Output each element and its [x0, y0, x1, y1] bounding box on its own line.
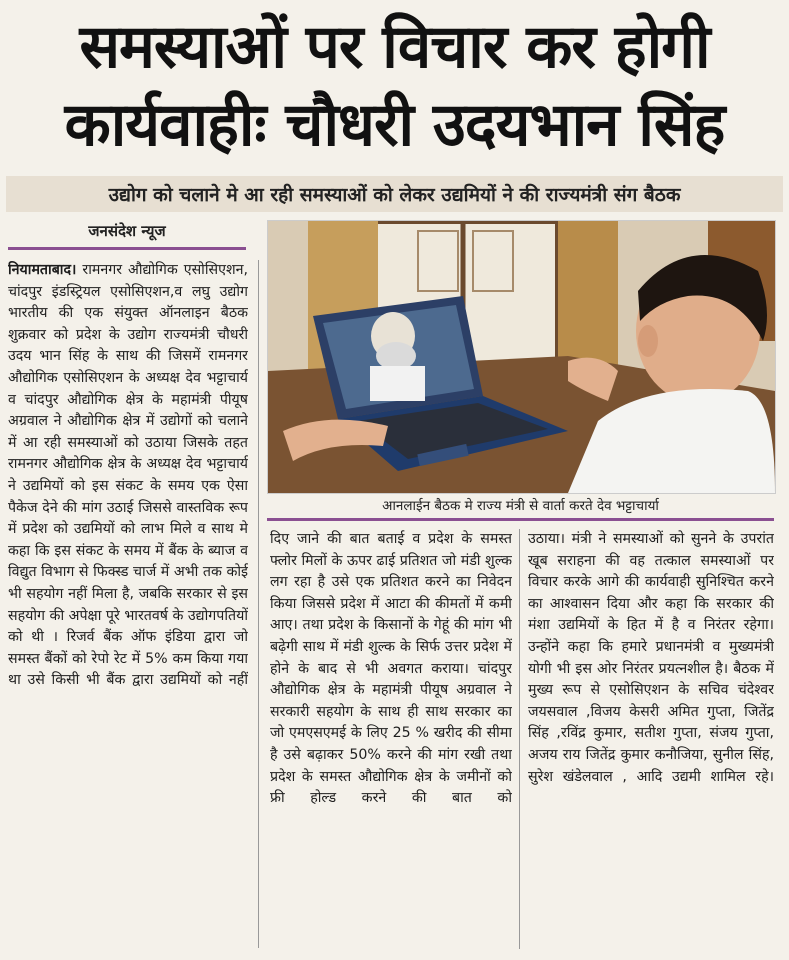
article-column-2-text: दिए जाने की बात बताई व प्रदेश के समस्त फ्लोर मिलों के ऊपर ढाई प्रतिशत जो मंडी शुल्क लग रहा है उसे एक प्रतिशत करने का निवेदन किया जिससे प्रदेश में आटा की कीमतों में कमी आए। तथा प्रदेश के किसानों के गेहूं की मांग भी बढ़ेगी साथ में मंडी शुल्क के सिर्फ उत्तर प्रदेश में होने के बाद से भी अवगत कराया। चांदपुर औद्योगिक क्षेत्र के महामंत्री पीयूष अग्रवाल ने सरकारी सहयोग के साथ ही साथ सरकार का जो एमएसएमई के लिए 25 % खरीद की सीमा है उसे बढ़ाकर 50% करने की मांग रखी तथा प्रदेश के समस्त औद्योगिक क्षेत्र के जमीनों को फ्री होल्ड करने की बात को [270, 531, 512, 807]
column-divider [258, 260, 259, 948]
headline [0, 8, 789, 164]
dateline: नियामताबाद। [8, 262, 77, 278]
headline-line-1: समस्याओं पर विचार कर होगी [79, 12, 710, 82]
article-column-1 [8, 260, 248, 950]
article-column-2 [270, 529, 512, 949]
photo-caption: आनलाईन बैठक मे राज्य मंत्री से वार्ता करते देव भट्टाचार्या [267, 494, 774, 521]
article-column-1-text: रामनगर औद्योगिक एसोसिएशन, चांदपुर इंडस्ट्रियल एसोसिएशन,व लघु उद्योग भारतीय की एक संयुक्त ऑनलाइन बैठक शुक्रवार को प्रदेश के उद्योग राज्यमंत्री चौधरी उदय भान सिंह के साथ की जिसमें रामनगर औद्योगिक एसोसिएशन के अध्यक्ष देव भट्टाचार्य व चांदपुर औद्योगिक क्षेत्र के महामंत्री पीयूष अग्रवाल ने औद्योगिक क्षेत्र में उद्योगों को चलाने में आ रही समस्याओं को उठाया जिसके तहत रामनगर औद्योगिक क्षेत्र के अध्यक्ष देव भट्टाचार्य ने उद्यमियों को इस संकट के समय एक ऐसा पैकेज देने की मांग उठाई जिससे वास्तविक रूप में प्रदेश को उद्यमियों को लाभ मिले व साथ मे कहा कि इस संकट के समय में बैंक के ब्याज व विद्युत विभाग से फिक्स्ड चार्ज में अभी तक कोई भी सहयोग नहीं मिला है, जबकि सरकार से इस सहयोग की अपेक्षा पूरे भारतवर्ष के उद्योगपतियों को थी । रिजर्व बैंक ऑफ इंडिया द्वारा जो समस्त बैंकों को रेपो रेट में 5% कम किया गया था उसे किसी भी बैंक द्वारा उद्यमियों को नहीं [8, 262, 248, 689]
article-column-3-text: उठाया। मंत्री ने समस्याओं को सुनने के उपरांत खूब सराहना की वह तत्काल समस्याओं पर विचार करके आगे की कार्यवाही सुनिश्चित करने का आश्वासन दिया और कहा कि सरकार की मंशा उद्यमियों के हित में है व निरंतर रहेगा। उन्होंने कहा कि हमारे प्रधानमंत्री व मुख्यमंत्री योगी भी इस ओर निरंतर प्रयत्नशील है। बैठक में मुख्य रूप से एसोसिएशन के सचिव चंदेश्वर जयसवाल ,विजय केसरी अमित गुप्ता, जितेंद्र सिंह ,रविंद्र कुमार, सतीश गुप्ता, संजय गुप्ता, अजय राय जितेंद्र कुमार कनौजिया, सुनील सिंह, सुरेश खंडेलवाल , आदि उद्यमी शामिल रहे। [528, 531, 774, 785]
column-divider [519, 529, 520, 949]
byline: जनसंदेश न्यूज [8, 221, 246, 250]
headline-line-2: कार्यवाहीः चौधरी उदयभान सिंह [64, 90, 725, 160]
photo-illustration [268, 221, 775, 493]
subheadline: उद्योग को चलाने मे आ रही समस्याओं को लेकर उद्यमियों ने की राज्यमंत्री संग बैठक [6, 176, 783, 212]
news-photo [267, 220, 776, 494]
article-column-3 [528, 529, 774, 949]
